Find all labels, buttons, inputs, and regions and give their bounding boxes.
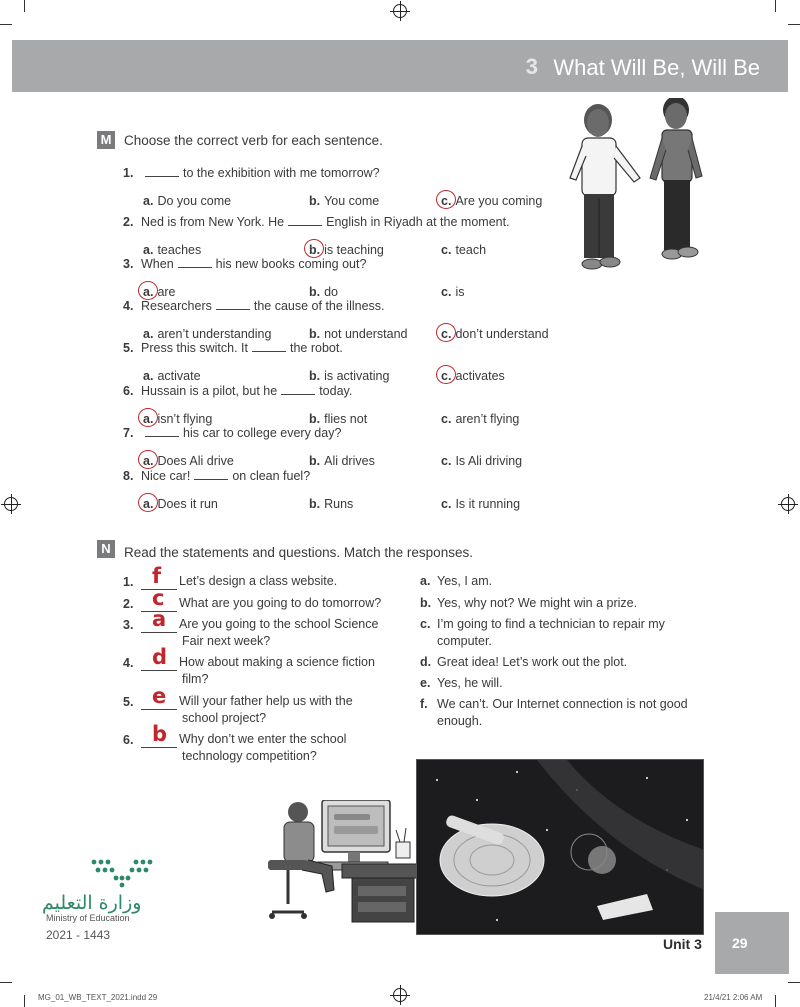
page-number: 29: [732, 935, 748, 951]
question-2: [123, 215, 510, 229]
question-5-option-c[interactable]: [441, 369, 505, 383]
statement-text: Fair next week?: [182, 634, 271, 648]
statement-text: Why don’t we enter the school: [179, 732, 347, 746]
answer-blank: [194, 479, 228, 480]
question-4-option-c[interactable]: [441, 327, 549, 341]
answer-blank[interactable]: [141, 632, 177, 633]
crop-mark: [788, 982, 800, 983]
question-7: [123, 426, 341, 440]
option-text: Do you come: [157, 194, 232, 208]
option-text: Are you coming: [455, 194, 543, 208]
option-letter: b.: [309, 194, 321, 208]
statement-number: 5.: [123, 695, 134, 709]
page-number-box: [715, 912, 789, 974]
option-letter: a.: [143, 369, 154, 383]
answer-blank[interactable]: [141, 670, 177, 671]
question-1-option-b[interactable]: [309, 194, 379, 208]
question-5-option-a[interactable]: [143, 369, 201, 383]
registration-mark-icon: [781, 497, 795, 511]
option-text: aren’t flying: [455, 412, 520, 426]
question-number: 8.: [123, 469, 134, 483]
question-text-before: Ned is from New York. He: [141, 215, 285, 229]
crop-mark: [0, 982, 12, 983]
question-number: 1.: [123, 166, 134, 180]
option-text: is teaching: [324, 243, 384, 257]
question-7-option-a[interactable]: [143, 454, 234, 468]
question-text-before: Hussain is a pilot, but he: [141, 384, 278, 398]
statement-text: What are you going to do tomorrow?: [179, 596, 382, 610]
question-number: 6.: [123, 384, 134, 398]
option-text: do: [324, 285, 339, 299]
section-n-instruction: Read the statements and questions. Match the responses.: [124, 545, 473, 560]
option-letter: b.: [309, 412, 321, 426]
option-text: Does Ali drive: [157, 454, 234, 468]
option-text: is activating: [324, 369, 390, 383]
question-text-after: English in Riyadh at the moment.: [326, 215, 510, 229]
question-text-before: Press this switch. It: [141, 341, 248, 355]
response-letter: d.: [420, 655, 432, 669]
option-text: teach: [455, 243, 487, 257]
boy-at-computer-illustration: [262, 800, 424, 930]
statement-text: film?: [182, 672, 209, 686]
question-8-option-b[interactable]: [309, 497, 353, 511]
crop-mark: [24, 995, 25, 1007]
question-text-before: Researchers: [141, 299, 212, 313]
response-text: enough.: [437, 714, 483, 728]
option-text: aren’t understanding: [157, 327, 272, 341]
option-letter: a.: [143, 497, 154, 511]
question-1: [123, 166, 380, 180]
question-6-option-a[interactable]: [143, 412, 212, 426]
statement-text: Are you going to the school Science: [179, 617, 379, 631]
option-letter: c.: [441, 412, 452, 426]
question-text-after: to the exhibition with me tomorrow?: [183, 166, 380, 180]
question-8: [123, 469, 310, 483]
option-text: don’t understand: [455, 327, 549, 341]
ministry-name-english: Ministry of Education: [46, 913, 130, 923]
handwritten-answer: e: [152, 684, 167, 708]
option-text: not understand: [324, 327, 408, 341]
question-3-option-c[interactable]: [441, 285, 464, 299]
question-text-after: his new books coming out?: [215, 257, 367, 271]
handwritten-answer: d: [152, 645, 168, 669]
option-letter: a.: [143, 285, 154, 299]
statement-text: How about making a science fiction: [179, 655, 375, 669]
option-letter: a.: [143, 327, 154, 341]
answer-blank: [252, 351, 286, 352]
option-letter: c.: [441, 285, 452, 299]
answer-blank: [216, 309, 250, 310]
crop-mark: [0, 24, 12, 25]
spaceship-illustration: [416, 759, 704, 935]
option-letter: a.: [143, 194, 154, 208]
statement-number: 3.: [123, 618, 134, 632]
option-letter: c.: [441, 497, 452, 511]
handwritten-answer: f: [152, 564, 162, 588]
option-text: teaches: [157, 243, 202, 257]
answer-blank: [145, 176, 179, 177]
question-text-after: the robot.: [289, 341, 343, 355]
statement-number: 2.: [123, 597, 134, 611]
crop-mark: [788, 24, 800, 25]
registration-mark-icon: [393, 4, 407, 18]
unit-label: Unit 3: [663, 936, 702, 952]
statement-number: 1.: [123, 575, 134, 589]
section-m-instruction: Choose the correct verb for each sentence.: [124, 133, 383, 148]
response-letter: a.: [420, 574, 431, 588]
question-text-after: today.: [319, 384, 353, 398]
crop-mark: [24, 0, 25, 12]
response-text: Yes, why not? We might win a prize.: [437, 596, 638, 610]
option-letter: a.: [143, 412, 154, 426]
response-letter: e.: [420, 676, 431, 690]
ministry-logo-icon: [90, 856, 154, 890]
question-number: 3.: [123, 257, 134, 271]
answer-blank[interactable]: [141, 709, 177, 710]
question-5: [123, 341, 343, 355]
option-text: Is Ali driving: [455, 454, 523, 468]
option-text: isn’t flying: [157, 412, 213, 426]
option-letter: c.: [441, 327, 452, 341]
question-6-option-b[interactable]: [309, 412, 367, 426]
option-text: You come: [324, 194, 380, 208]
option-letter: b.: [309, 327, 321, 341]
question-2-option-a[interactable]: [143, 243, 201, 257]
question-4: [123, 299, 385, 313]
answer-blank: [145, 436, 179, 437]
question-text-after: on clean fuel?: [232, 469, 311, 483]
question-4-option-a[interactable]: [143, 327, 271, 341]
date-slug: 21/4/21 2:06 AM: [704, 993, 763, 1002]
statement-text: Let’s design a class website.: [179, 574, 338, 588]
file-slug: MG_01_WB_TEXT_2021.indd 29: [38, 993, 158, 1002]
answer-blank: [178, 267, 212, 268]
statement-text: Will your father help us with the: [179, 694, 353, 708]
statement-text: school project?: [182, 711, 267, 725]
answer-blank: [288, 225, 322, 226]
question-5-option-b[interactable]: [309, 369, 389, 383]
crop-mark: [775, 0, 776, 12]
option-text: flies not: [324, 412, 368, 426]
question-number: 2.: [123, 215, 134, 229]
question-7-option-b[interactable]: [309, 454, 375, 468]
ministry-name-arabic: وزارة التعليم: [42, 892, 142, 914]
question-4-option-b[interactable]: [309, 327, 408, 341]
option-letter: c.: [441, 369, 452, 383]
option-text: are: [157, 285, 176, 299]
question-1-option-c[interactable]: [441, 194, 542, 208]
handwritten-answer: c: [152, 586, 165, 610]
question-3-option-b[interactable]: [309, 285, 338, 299]
question-7-option-c[interactable]: [441, 454, 522, 468]
option-text: activates: [455, 369, 505, 383]
option-letter: c.: [441, 243, 452, 257]
two-boys-illustration: [568, 98, 718, 278]
statement-text: technology competition?: [182, 749, 317, 763]
question-3: [123, 257, 366, 271]
option-letter: b.: [309, 497, 321, 511]
question-3-option-a[interactable]: [143, 285, 176, 299]
question-number: 5.: [123, 341, 134, 355]
option-letter: c.: [441, 194, 452, 208]
crop-mark: [775, 995, 776, 1007]
question-8-option-c[interactable]: [441, 497, 520, 511]
response-text: Yes, he will.: [437, 676, 503, 690]
option-letter: b.: [309, 243, 321, 257]
option-text: is: [455, 285, 465, 299]
registration-mark-icon: [393, 988, 407, 1002]
option-text: Ali drives: [324, 454, 375, 468]
option-text: Is it running: [455, 497, 521, 511]
handwritten-answer: b: [152, 722, 168, 746]
section-m-badge: M: [97, 131, 115, 149]
response-text: We can’t. Our Internet connection is not good: [437, 697, 688, 711]
option-letter: b.: [309, 369, 321, 383]
question-6: [123, 384, 352, 398]
option-letter: a.: [143, 454, 154, 468]
question-6-option-c[interactable]: [441, 412, 519, 426]
section-n-badge: N: [97, 540, 115, 558]
question-2-option-c[interactable]: [441, 243, 486, 257]
option-letter: c.: [441, 454, 452, 468]
unit-title: What Will Be, Will Be: [553, 55, 760, 80]
question-2-option-b[interactable]: [309, 243, 384, 257]
response-text: Yes, I am.: [437, 574, 493, 588]
question-text-after: his car to college every day?: [183, 426, 342, 440]
response-letter: c.: [420, 617, 431, 631]
question-8-option-a[interactable]: [143, 497, 218, 511]
response-letter: b.: [420, 596, 432, 610]
question-1-option-a[interactable]: [143, 194, 231, 208]
response-text: computer.: [437, 634, 492, 648]
response-text: Great idea! Let’s work out the plot.: [437, 655, 628, 669]
edition-year: 2021 - 1443: [46, 928, 111, 942]
question-number: 4.: [123, 299, 134, 313]
question-text-before: When: [141, 257, 174, 271]
option-text: Does it run: [157, 497, 218, 511]
response-letter: f.: [420, 697, 428, 711]
answer-blank[interactable]: [141, 747, 177, 748]
option-text: activate: [157, 369, 201, 383]
question-text-after: the cause of the illness.: [253, 299, 385, 313]
registration-mark-icon: [4, 497, 18, 511]
option-letter: b.: [309, 454, 321, 468]
option-letter: a.: [143, 243, 154, 257]
handwritten-answer: a: [152, 607, 167, 631]
statement-number: 6.: [123, 733, 134, 747]
statement-number: 4.: [123, 656, 134, 670]
option-letter: b.: [309, 285, 321, 299]
response-text: I’m going to find a technician to repair my: [437, 617, 665, 631]
answer-blank: [281, 394, 315, 395]
question-number: 7.: [123, 426, 134, 440]
option-text: Runs: [324, 497, 354, 511]
unit-number: 3: [525, 54, 538, 79]
question-text-before: Nice car!: [141, 469, 191, 483]
